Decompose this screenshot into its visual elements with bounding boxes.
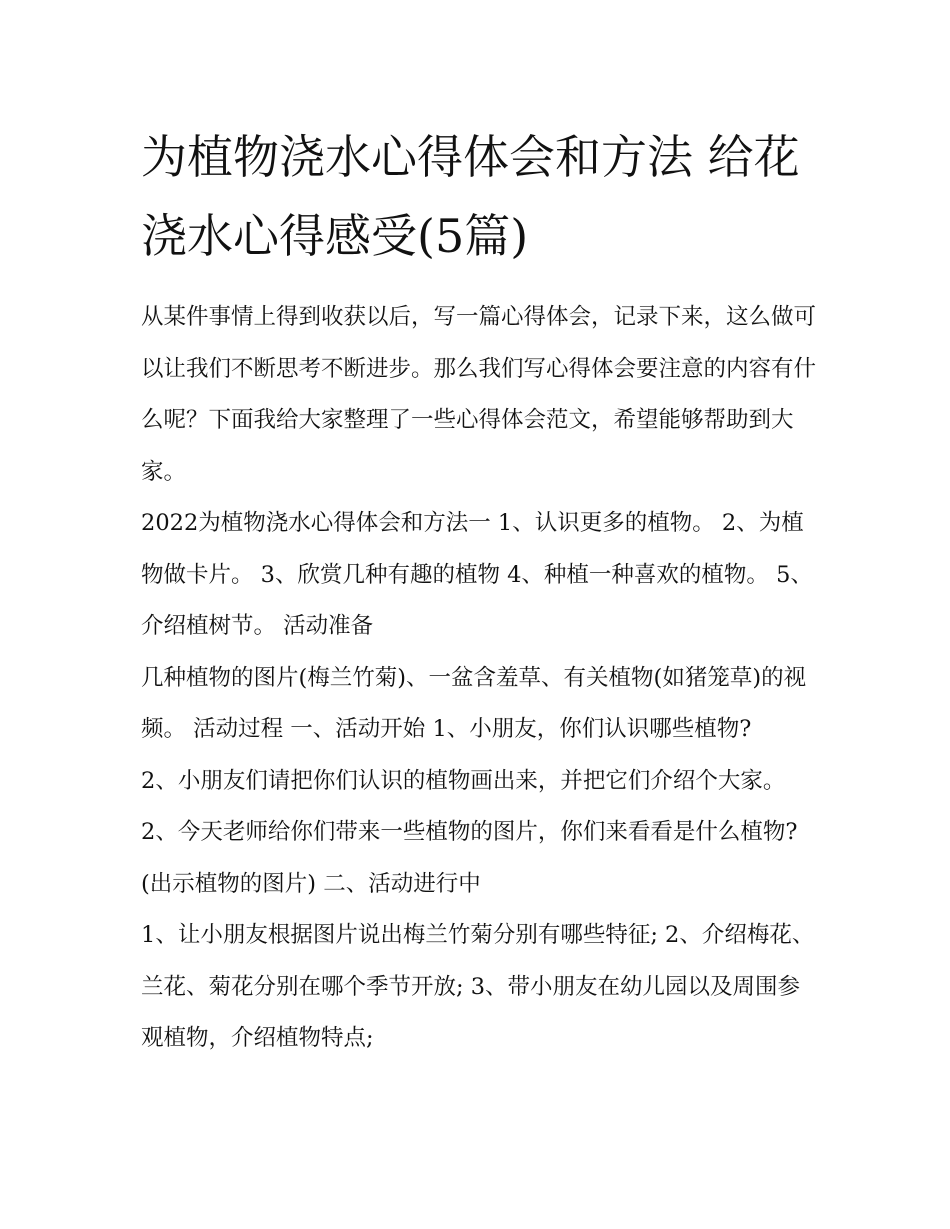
paragraph-goals: 2022为植物浇水心得体会和方法一 1、认识更多的植物。 2、为植物做卡片。 3、欣赏几种有趣的植物 4、种植一种喜欢的植物。 5、介绍植树节。 活动准备 <box>141 510 813 639</box>
document-page <box>141 118 816 1065</box>
paragraph-intro: 从某件事情上得到收获以后，写一篇心得体会，记录下来，这么做可以让我们不断思考不断进步。那么我们写心得体会要注意的内容有什么呢？下面我给大家整理了一些心得体会范文，希望能够帮助到大家。 <box>141 304 817 485</box>
document-body <box>141 292 816 1065</box>
document-title: 为植物浇水心得体会和方法 给花浇水心得感受(5篇) <box>141 130 800 263</box>
paragraph-activity-middle: 1、让小朋友根据图片说出梅兰竹菊分别有哪些特征; 2、介绍梅花、兰花、菊花分别在哪个季节开放; 3、带小朋友在幼儿园以及周围参观植物，介绍植物特点; <box>141 922 815 1051</box>
paragraph-activity-start: 2、小朋友们请把你们认识的植物画出来，并把它们介绍个大家。 2、今天老师给你们带来一些植物的图片，你们来看看是什么植物?(出示植物的图片) 二、活动进行中 <box>141 767 798 897</box>
paragraph-preparation: 几种植物的图片(梅兰竹菊)、一盆含羞草、有关植物(如猪笼草)的视频。 活动过程 一、活动开始 1、小朋友，你们认识哪些植物? <box>141 664 807 742</box>
